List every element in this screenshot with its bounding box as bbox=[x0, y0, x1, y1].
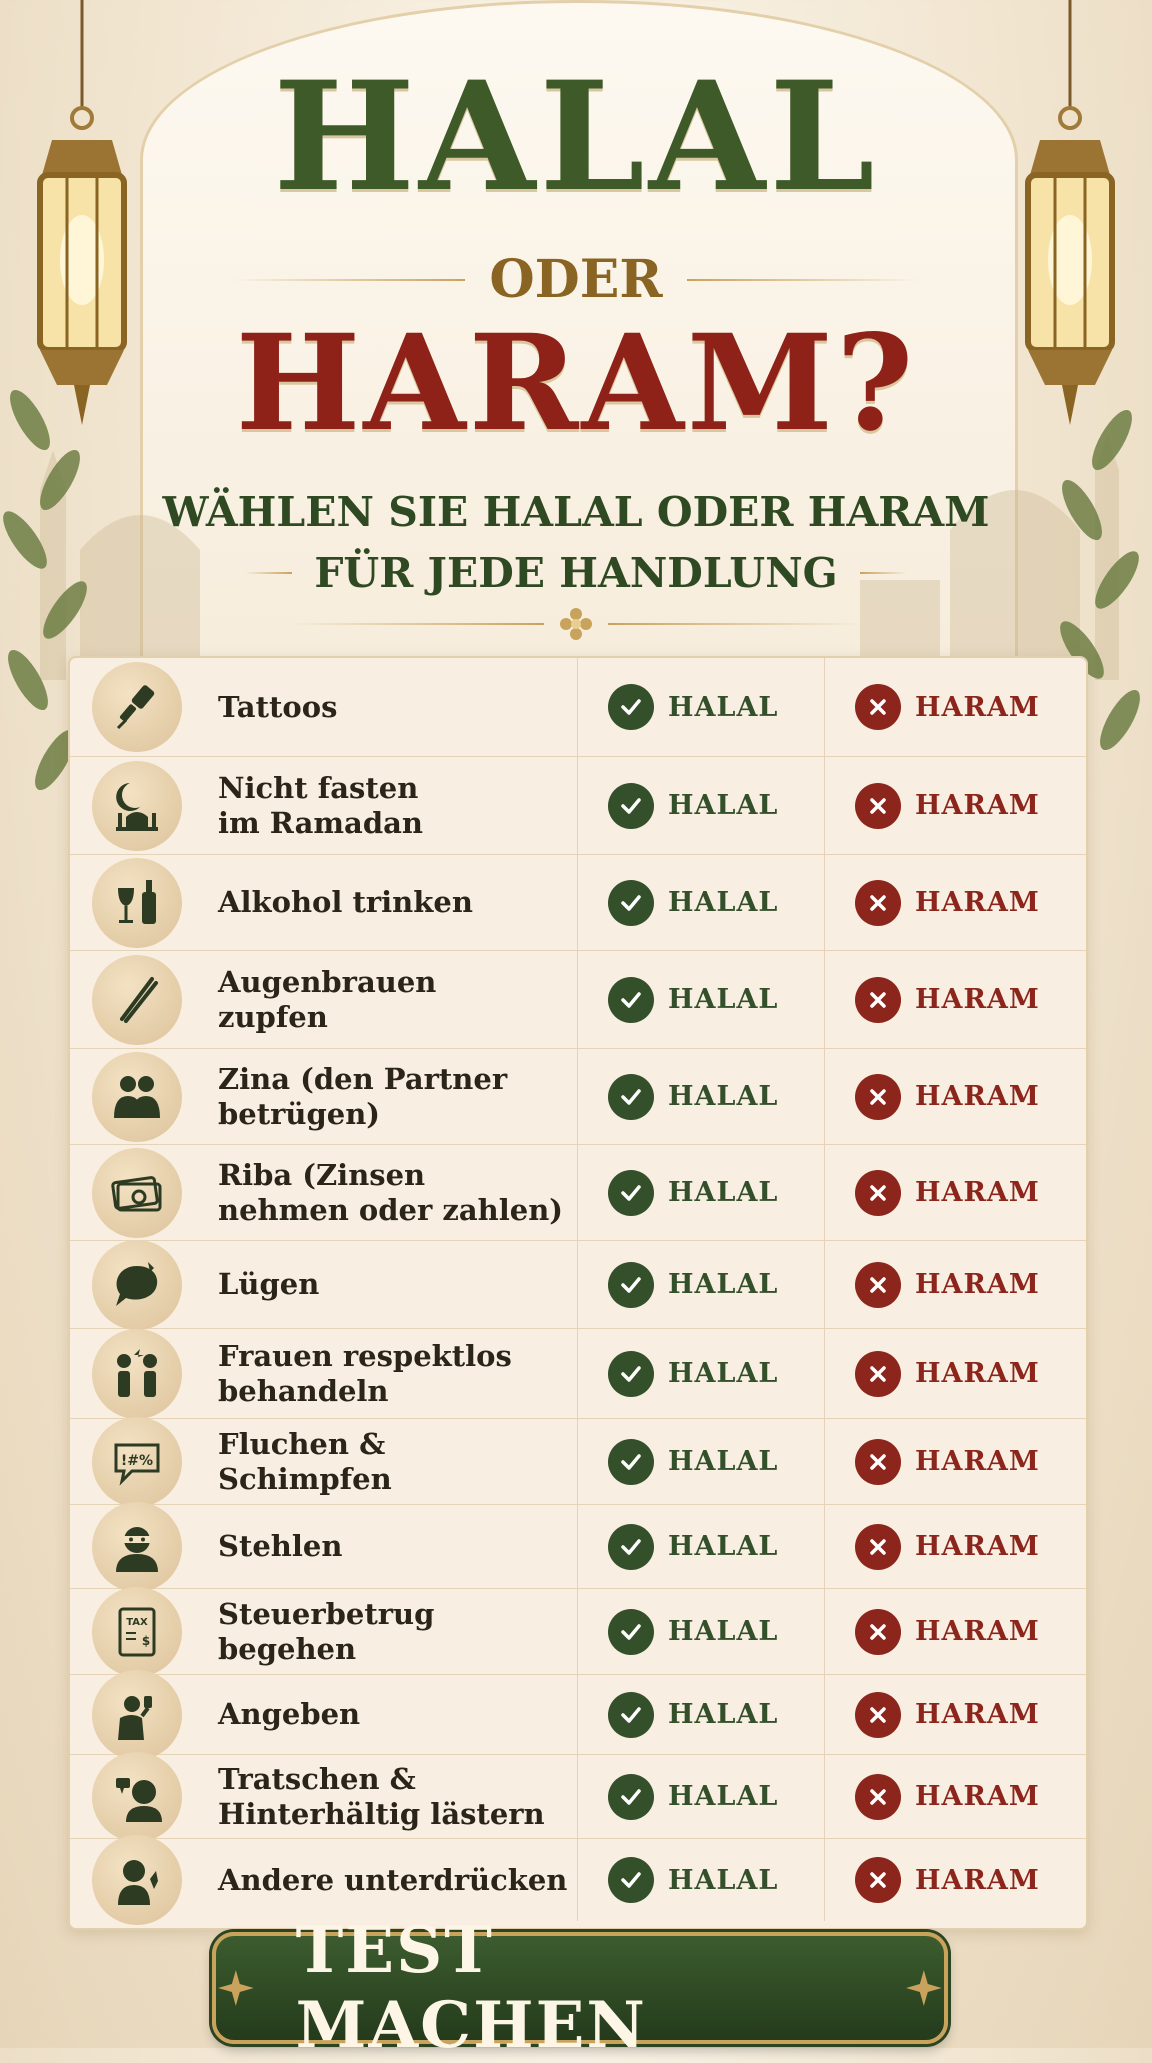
action-icon-circle bbox=[92, 1670, 182, 1760]
haram-option[interactable] bbox=[825, 855, 1072, 950]
cross-icon bbox=[865, 1180, 891, 1206]
action-label: Tattoos bbox=[218, 689, 338, 724]
haram-badge bbox=[855, 1074, 901, 1120]
table-row bbox=[70, 1755, 1086, 1839]
haram-badge bbox=[855, 1351, 901, 1397]
halal-option[interactable] bbox=[578, 1241, 825, 1328]
action-cell bbox=[70, 658, 578, 756]
halal-badge bbox=[608, 684, 654, 730]
wine-bottle-icon bbox=[108, 874, 166, 932]
haram-option[interactable] bbox=[825, 1675, 1072, 1754]
action-cell bbox=[70, 1505, 578, 1588]
cross-icon bbox=[865, 793, 891, 819]
halal-badge bbox=[608, 1351, 654, 1397]
haram-badge bbox=[855, 1609, 901, 1655]
haram-badge bbox=[855, 1262, 901, 1308]
haram-label: HARAM bbox=[915, 1177, 1040, 1208]
ornament-line bbox=[860, 572, 907, 574]
halal-option[interactable] bbox=[578, 1839, 825, 1921]
table-row bbox=[70, 1589, 1086, 1675]
haram-badge bbox=[855, 1170, 901, 1216]
haram-badge bbox=[855, 1857, 901, 1903]
action-cell bbox=[70, 1049, 578, 1144]
halal-badge bbox=[608, 977, 654, 1023]
action-label: Steuerbetrug begehen bbox=[218, 1596, 435, 1666]
cross-icon bbox=[865, 1619, 891, 1645]
action-cell bbox=[70, 1839, 578, 1921]
money-icon bbox=[108, 1164, 166, 1222]
halal-label: HALAL bbox=[668, 1531, 779, 1562]
halal-option[interactable] bbox=[578, 1419, 825, 1504]
action-label: Nicht fasten im Ramadan bbox=[218, 770, 423, 840]
people-arguing-icon bbox=[108, 1345, 166, 1403]
showing-off-icon bbox=[108, 1686, 166, 1744]
subtitle-line2-row bbox=[245, 548, 907, 598]
table-row bbox=[70, 951, 1086, 1049]
table-row bbox=[70, 1839, 1086, 1921]
haram-option[interactable] bbox=[825, 1145, 1072, 1240]
haram-label: HARAM bbox=[915, 1446, 1040, 1477]
halal-label: HALAL bbox=[668, 984, 779, 1015]
halal-option[interactable] bbox=[578, 951, 825, 1048]
halal-label: HALAL bbox=[668, 1864, 779, 1896]
halal-label: HALAL bbox=[668, 887, 779, 918]
halal-label: HALAL bbox=[668, 790, 779, 821]
action-table bbox=[68, 656, 1088, 1930]
check-icon bbox=[618, 987, 644, 1013]
action-cell bbox=[70, 1329, 578, 1418]
halal-badge bbox=[608, 1074, 654, 1120]
haram-option[interactable] bbox=[825, 1755, 1072, 1838]
cross-icon bbox=[865, 1867, 891, 1893]
test-machen-button[interactable] bbox=[212, 1913, 948, 2063]
haram-label: HARAM bbox=[915, 1531, 1040, 1562]
cross-icon bbox=[865, 987, 891, 1013]
check-icon bbox=[618, 1702, 644, 1728]
halal-option[interactable] bbox=[578, 1049, 825, 1144]
haram-badge bbox=[855, 783, 901, 829]
haram-label: HARAM bbox=[915, 984, 1040, 1015]
haram-option[interactable] bbox=[825, 1589, 1072, 1674]
action-label: Andere unterdrücken bbox=[218, 1862, 568, 1897]
action-icon-circle bbox=[92, 1052, 182, 1142]
action-label: Lügen bbox=[218, 1267, 320, 1302]
halal-option[interactable] bbox=[578, 1589, 825, 1674]
cross-icon bbox=[865, 1534, 891, 1560]
halal-badge bbox=[608, 880, 654, 926]
couple-icon bbox=[108, 1068, 166, 1126]
action-label: Fluchen & Schimpfen bbox=[218, 1426, 392, 1496]
action-label: Riba (Zinsen nehmen oder zahlen) bbox=[218, 1157, 563, 1227]
ornament-line bbox=[230, 279, 465, 281]
check-icon bbox=[618, 793, 644, 819]
haram-label: HARAM bbox=[915, 1781, 1040, 1812]
cross-icon bbox=[865, 1702, 891, 1728]
halal-option[interactable] bbox=[578, 1675, 825, 1754]
action-icon-circle bbox=[92, 1417, 182, 1507]
haram-option[interactable] bbox=[825, 658, 1072, 756]
action-label: Zina (den Partner betrügen) bbox=[218, 1061, 508, 1131]
oder-row bbox=[230, 250, 922, 310]
haram-badge bbox=[855, 1774, 901, 1820]
action-icon-circle bbox=[92, 1148, 182, 1238]
haram-badge bbox=[855, 1692, 901, 1738]
table-row bbox=[70, 1241, 1086, 1329]
halal-label: HALAL bbox=[668, 691, 779, 723]
action-cell bbox=[70, 1675, 578, 1754]
title-haram: HARAM? bbox=[235, 306, 917, 461]
flower-ornament-icon bbox=[558, 606, 594, 642]
crescent-mosque-icon bbox=[108, 777, 166, 835]
halal-badge bbox=[608, 1609, 654, 1655]
check-icon bbox=[618, 1867, 644, 1893]
ornament-line bbox=[290, 623, 544, 625]
ornament-line bbox=[608, 623, 862, 625]
halal-label: HALAL bbox=[668, 1358, 779, 1389]
action-label: Stehlen bbox=[218, 1529, 343, 1564]
haram-label: HARAM bbox=[915, 1699, 1040, 1730]
check-icon bbox=[618, 1534, 644, 1560]
subtitle-line1: WÄHLEN SIE HALAL ODER HARAM bbox=[162, 488, 990, 536]
table-row bbox=[70, 1329, 1086, 1419]
table-row bbox=[70, 1145, 1086, 1241]
haram-badge bbox=[855, 880, 901, 926]
ornament-line bbox=[245, 572, 292, 574]
haram-option[interactable] bbox=[825, 757, 1072, 854]
action-cell bbox=[70, 951, 578, 1048]
haram-label: HARAM bbox=[915, 1358, 1040, 1389]
cross-icon bbox=[865, 890, 891, 916]
haram-badge bbox=[855, 684, 901, 730]
star-ornament-icon bbox=[904, 1968, 944, 2008]
table-row bbox=[70, 757, 1086, 855]
subtitle-line2: FÜR JEDE HANDLUNG bbox=[314, 548, 838, 597]
halal-option[interactable] bbox=[578, 855, 825, 950]
table-row bbox=[70, 1049, 1086, 1145]
cursing-bubble-icon bbox=[108, 1433, 166, 1491]
action-icon-circle bbox=[92, 1587, 182, 1677]
haram-label: HARAM bbox=[915, 1081, 1040, 1112]
haram-badge bbox=[855, 977, 901, 1023]
action-icon-circle bbox=[92, 1835, 182, 1925]
tweezers-icon bbox=[108, 971, 166, 1029]
table-row bbox=[70, 1505, 1086, 1589]
action-cell bbox=[70, 1145, 578, 1240]
check-icon bbox=[618, 890, 644, 916]
halal-option[interactable] bbox=[578, 1505, 825, 1588]
table-row bbox=[70, 855, 1086, 951]
halal-label: HALAL bbox=[668, 1781, 779, 1812]
haram-label: HARAM bbox=[915, 691, 1040, 723]
halal-option[interactable] bbox=[578, 658, 825, 756]
halal-badge bbox=[608, 783, 654, 829]
title-halal: HALAL bbox=[273, 49, 879, 225]
check-icon bbox=[618, 1361, 644, 1387]
action-cell bbox=[70, 1241, 578, 1328]
action-icon-circle bbox=[92, 1240, 182, 1330]
oppression-icon bbox=[108, 1851, 166, 1909]
halal-option[interactable] bbox=[578, 1755, 825, 1838]
action-cell bbox=[70, 855, 578, 950]
action-cell bbox=[70, 1589, 578, 1674]
masked-thief-icon bbox=[108, 1518, 166, 1576]
action-icon-circle bbox=[92, 1502, 182, 1592]
haram-label: HARAM bbox=[915, 1269, 1040, 1300]
halal-badge bbox=[608, 1524, 654, 1570]
ornament-divider bbox=[290, 606, 862, 642]
halal-badge bbox=[608, 1774, 654, 1820]
check-icon bbox=[618, 1784, 644, 1810]
cross-icon bbox=[865, 1084, 891, 1110]
action-cell bbox=[70, 757, 578, 854]
haram-option[interactable] bbox=[825, 1839, 1072, 1921]
cross-icon bbox=[865, 1449, 891, 1475]
action-label: Frauen respektlos behandeln bbox=[218, 1338, 512, 1408]
check-icon bbox=[618, 694, 644, 720]
halal-badge bbox=[608, 1262, 654, 1308]
haram-option[interactable] bbox=[825, 951, 1072, 1048]
cross-icon bbox=[865, 1784, 891, 1810]
halal-badge bbox=[608, 1439, 654, 1485]
action-cell bbox=[70, 1419, 578, 1504]
halal-badge bbox=[608, 1170, 654, 1216]
haram-label: HARAM bbox=[915, 1616, 1040, 1647]
svg-text:$: $ bbox=[141, 1633, 151, 1648]
halal-option[interactable] bbox=[578, 1145, 825, 1240]
cross-icon bbox=[865, 1272, 891, 1298]
halal-badge bbox=[608, 1857, 654, 1903]
cross-icon bbox=[865, 694, 891, 720]
halal-label: HALAL bbox=[668, 1446, 779, 1477]
title-oder: ODER bbox=[489, 249, 663, 310]
haram-badge bbox=[855, 1524, 901, 1570]
action-icon-circle bbox=[92, 955, 182, 1045]
haram-option[interactable] bbox=[825, 1329, 1072, 1418]
halal-label: HALAL bbox=[668, 1699, 779, 1730]
haram-option[interactable] bbox=[825, 1049, 1072, 1144]
action-label: Angeben bbox=[218, 1697, 361, 1732]
svg-text:!#%: !#% bbox=[120, 1452, 154, 1469]
haram-option[interactable] bbox=[825, 1241, 1072, 1328]
svg-text:TAX: TAX bbox=[126, 1616, 148, 1628]
action-icon-circle bbox=[92, 662, 182, 752]
tax-document-icon bbox=[108, 1603, 166, 1661]
table-row bbox=[70, 1675, 1086, 1755]
test-machen-label: TEST MACHEN bbox=[295, 1913, 647, 2063]
haram-option[interactable] bbox=[825, 1419, 1072, 1504]
halal-option[interactable] bbox=[578, 1329, 825, 1418]
check-icon bbox=[618, 1449, 644, 1475]
tattoo-machine-icon bbox=[108, 678, 166, 736]
check-icon bbox=[618, 1619, 644, 1645]
speech-bubble-icon bbox=[108, 1256, 166, 1314]
check-icon bbox=[618, 1084, 644, 1110]
haram-label: HARAM bbox=[915, 790, 1040, 821]
action-label: Tratschen & Hinterhältig lästern bbox=[218, 1761, 545, 1831]
action-label: Augenbrauen zupfen bbox=[218, 964, 437, 1034]
action-cell bbox=[70, 1755, 578, 1838]
halal-label: HALAL bbox=[668, 1616, 779, 1647]
action-label: Alkohol trinken bbox=[218, 885, 473, 920]
action-icon-circle bbox=[92, 761, 182, 851]
action-icon-circle bbox=[92, 1329, 182, 1419]
haram-label: HARAM bbox=[915, 887, 1040, 918]
cross-icon bbox=[865, 1361, 891, 1387]
gossip-icon bbox=[108, 1768, 166, 1826]
check-icon bbox=[618, 1180, 644, 1206]
halal-label: HALAL bbox=[668, 1081, 779, 1112]
action-icon-circle bbox=[92, 1752, 182, 1842]
table-row bbox=[70, 658, 1086, 757]
halal-label: HALAL bbox=[668, 1269, 779, 1300]
star-ornament-icon bbox=[216, 1968, 256, 2008]
halal-badge bbox=[608, 1692, 654, 1738]
haram-label: HARAM bbox=[915, 1864, 1040, 1896]
haram-option[interactable] bbox=[825, 1505, 1072, 1588]
halal-option[interactable] bbox=[578, 757, 825, 854]
haram-badge bbox=[855, 1439, 901, 1485]
check-icon bbox=[618, 1272, 644, 1298]
ornament-line bbox=[687, 279, 922, 281]
halal-label: HALAL bbox=[668, 1177, 779, 1208]
table-row bbox=[70, 1419, 1086, 1505]
action-icon-circle bbox=[92, 858, 182, 948]
